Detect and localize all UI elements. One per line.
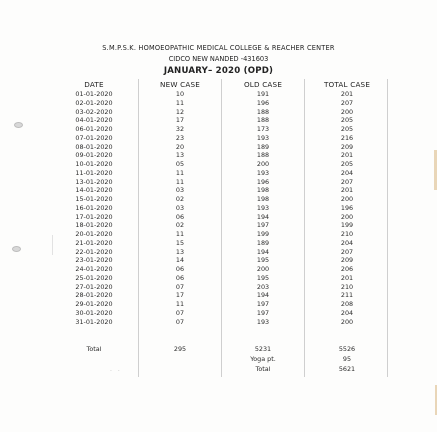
cell-old-case: 191	[256, 90, 270, 98]
cell-new-case: 11	[175, 98, 185, 107]
cell-total-case: 200	[340, 195, 354, 203]
cell-date: 08-01-2020	[75, 142, 113, 151]
cell-date: 10-01-2020	[75, 160, 113, 168]
cell-total-case: 200	[340, 107, 354, 116]
cell-old-case: 197	[256, 308, 270, 317]
cell-new-case: 11	[175, 168, 185, 177]
cell-total-case: 196	[340, 203, 354, 212]
cell-date: 02-01-2020	[75, 98, 113, 107]
cell-total-case: 209	[340, 256, 354, 265]
cell-date: 18-01-2020	[75, 221, 113, 230]
total-old-cases: 5231	[254, 345, 272, 353]
cell-date: 20-01-2020	[75, 230, 113, 238]
cell-old-case: 200	[256, 265, 270, 273]
cell-old-case: 203	[256, 282, 270, 291]
cell-old-case: 194	[256, 291, 270, 300]
cell-date: 28-01-2020	[75, 291, 113, 300]
table-row	[0, 160, 437, 169]
cell-old-case: 197	[256, 221, 270, 230]
total-all-cases: 5526	[338, 345, 356, 353]
cell-new-case: 06	[175, 265, 185, 273]
cell-date: 07-01-2020	[75, 133, 113, 142]
cell-new-case: 07	[175, 308, 185, 317]
cell-old-case: 188	[256, 116, 270, 125]
cell-old-case: 198	[256, 186, 270, 195]
cell-total-case: 216	[340, 133, 354, 142]
cell-date: 23-01-2020	[75, 256, 113, 265]
cell-total-case: 201	[340, 90, 354, 98]
yoga-patients-value: 95	[342, 355, 352, 363]
cell-old-case: 173	[256, 125, 270, 133]
cell-new-case: 13	[175, 247, 185, 256]
total-row-label: Total	[86, 345, 102, 353]
cell-new-case: 15	[175, 238, 185, 247]
cell-total-case: 204	[340, 168, 354, 177]
table-row	[0, 195, 437, 204]
table-row	[0, 178, 437, 187]
cell-old-case: 189	[256, 142, 270, 151]
table-row	[0, 151, 437, 160]
cell-total-case: 204	[340, 238, 354, 247]
table-row	[0, 213, 437, 222]
cell-old-case: 199	[256, 230, 270, 238]
cell-new-case: 02	[175, 195, 185, 203]
cell-total-case: 205	[340, 116, 354, 125]
cell-date: 16-01-2020	[75, 203, 113, 212]
grand-total-label: Total	[255, 365, 271, 373]
cell-date: 30-01-2020	[75, 308, 113, 317]
table-row	[0, 125, 437, 134]
cell-old-case: 196	[256, 98, 270, 107]
cell-date: 29-01-2020	[75, 300, 113, 308]
cell-date: 03-02-2020	[75, 107, 113, 116]
cell-new-case: 07	[175, 317, 185, 326]
cell-date: 13-01-2020	[75, 177, 113, 186]
cell-old-case: 193	[256, 168, 270, 177]
cell-date: 01-01-2020	[75, 90, 113, 98]
table-row	[0, 309, 437, 318]
cell-total-case: 207	[340, 247, 354, 256]
cell-new-case: 06	[175, 273, 185, 282]
cell-old-case: 196	[256, 177, 270, 186]
cell-total-case: 201	[340, 151, 354, 160]
cell-old-case: 200	[256, 160, 270, 168]
cell-total-case: 211	[340, 291, 354, 300]
table-row	[0, 283, 437, 292]
cell-total-case: 200	[340, 317, 354, 326]
table-row	[0, 248, 437, 257]
cell-new-case: 17	[175, 116, 185, 125]
cell-date: 15-01-2020	[75, 195, 113, 203]
cell-total-case: 210	[340, 282, 354, 291]
table-row	[0, 99, 437, 108]
cell-date: 25-01-2020	[75, 273, 113, 282]
cell-new-case: 32	[175, 125, 185, 133]
cell-total-case: 201	[340, 273, 354, 282]
cell-total-case: 205	[340, 160, 354, 168]
cell-total-case: 204	[340, 308, 354, 317]
cell-old-case: 188	[256, 151, 270, 160]
cell-old-case: 193	[256, 203, 270, 212]
cell-old-case: 193	[256, 133, 270, 142]
table-row	[0, 90, 437, 99]
opd-table-body	[0, 90, 437, 326]
table-row	[0, 256, 437, 265]
grand-total-value: 5621	[338, 365, 356, 373]
cell-date: 22-01-2020	[75, 247, 113, 256]
cell-date: 14-01-2020	[75, 186, 113, 195]
cell-new-case: 06	[175, 212, 185, 221]
cell-old-case: 189	[256, 238, 270, 247]
cell-total-case: 207	[340, 98, 354, 107]
cell-date: 06-01-2020	[75, 125, 113, 133]
table-row	[0, 169, 437, 178]
yoga-patients-label: Yoga pt.	[250, 355, 276, 363]
cell-new-case: 10	[175, 90, 185, 98]
cell-date: 21-01-2020	[75, 238, 113, 247]
cell-new-case: 12	[175, 107, 185, 116]
cell-new-case: 03	[175, 186, 185, 195]
report-period-title: JANUARY– 2020 (OPD)	[163, 66, 274, 76]
cell-old-case: 194	[256, 247, 270, 256]
cell-total-case: 206	[340, 265, 354, 273]
cell-new-case: 05	[175, 160, 185, 168]
cell-new-case: 11	[175, 300, 185, 308]
cell-old-case: 198	[256, 195, 270, 203]
institution-address: CIDCO NEW NANDED -431603	[168, 55, 269, 63]
table-row	[0, 143, 437, 152]
cell-old-case: 195	[256, 273, 270, 282]
cell-new-case: 07	[175, 282, 185, 291]
cell-total-case: 210	[340, 230, 354, 238]
table-row	[0, 300, 437, 309]
cell-old-case: 194	[256, 212, 270, 221]
table-row	[0, 230, 437, 239]
cell-old-case: 197	[256, 300, 270, 308]
table-row	[0, 116, 437, 125]
cell-new-case: 23	[175, 133, 185, 142]
cell-total-case: 205	[340, 125, 354, 133]
cell-new-case: 03	[175, 203, 185, 212]
table-row	[0, 291, 437, 300]
cell-date: 24-01-2020	[75, 265, 113, 273]
column-header-new-case: NEW CASE	[160, 80, 200, 89]
cell-date: 09-01-2020	[75, 151, 113, 160]
cell-new-case: 13	[175, 151, 185, 160]
column-header-date: DATE	[84, 80, 104, 89]
cell-total-case: 199	[340, 221, 354, 230]
cell-date: 27-01-2020	[75, 282, 113, 291]
table-row	[0, 318, 437, 327]
cell-date: 31-01-2020	[75, 317, 113, 326]
cell-total-case: 207	[340, 177, 354, 186]
faint-mark: · ·	[110, 368, 122, 375]
cell-new-case: 20	[175, 142, 185, 151]
table-row	[0, 221, 437, 230]
table-row	[0, 186, 437, 195]
cell-new-case: 14	[175, 256, 185, 265]
cell-new-case: 11	[175, 177, 185, 186]
cell-total-case: 209	[340, 142, 354, 151]
cell-new-case: 11	[175, 230, 185, 238]
table-row	[0, 204, 437, 213]
table-row	[0, 134, 437, 143]
table-row	[0, 274, 437, 283]
table-row	[0, 265, 437, 274]
cell-old-case: 188	[256, 107, 270, 116]
table-row	[0, 108, 437, 117]
cell-date: 17-01-2020	[75, 212, 113, 221]
cell-old-case: 195	[256, 256, 270, 265]
column-header-old-case: OLD CASE	[243, 80, 283, 89]
cell-total-case: 200	[340, 212, 354, 221]
cell-date: 11-01-2020	[75, 168, 113, 177]
cell-total-case: 201	[340, 186, 354, 195]
cell-old-case: 193	[256, 317, 270, 326]
institution-name: S.M.P.S.K. HOMOEOPATHIC MEDICAL COLLEGE & REACHER CENTER	[102, 44, 335, 52]
cell-new-case: 17	[175, 291, 185, 300]
table-row	[0, 239, 437, 248]
total-new-cases: 295	[173, 345, 187, 353]
column-header-total-case: TOTAL CASE	[323, 80, 371, 89]
cell-total-case: 208	[340, 300, 354, 308]
cell-new-case: 02	[175, 221, 185, 230]
cell-date: 04-01-2020	[75, 116, 113, 125]
